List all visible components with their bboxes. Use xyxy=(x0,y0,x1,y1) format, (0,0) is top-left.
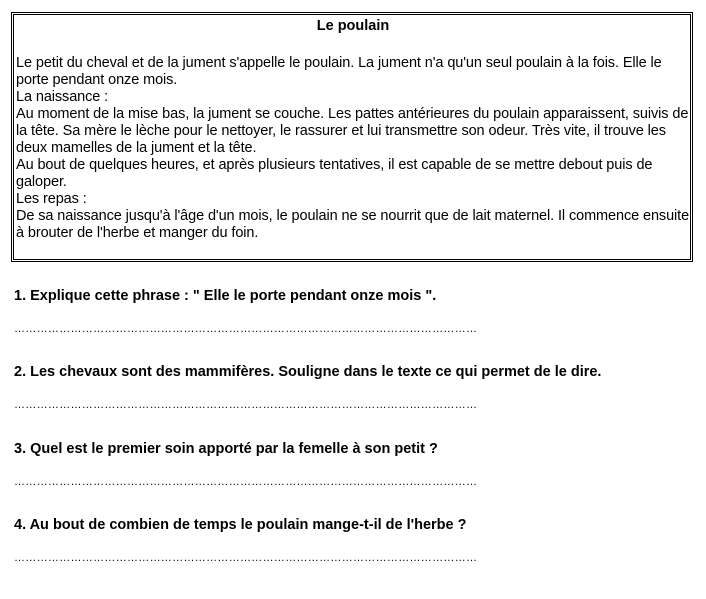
text-heading-repas: Les repas : xyxy=(16,191,87,207)
text-paragraph-debout: Au bout de quelques heures, et après plusieurs tentatives, il est capable de se mettre debout puis de galoper. xyxy=(16,157,653,190)
question-2: 2. Les chevaux sont des mammifères. Souligne dans le texte ce qui permet de le dire. xyxy=(14,364,602,380)
answer-line-4[interactable]: …………………………………………………………………………………………………………… xyxy=(14,552,478,564)
question-4: 4. Au bout de combien de temps le poulain mange-t-il de l'herbe ? xyxy=(14,517,467,533)
question-1-block xyxy=(14,287,694,335)
question-2-block xyxy=(14,363,694,411)
reading-text-box xyxy=(11,12,693,262)
answer-line-2[interactable]: …………………………………………………………………………………………………………… xyxy=(14,399,478,411)
question-1: 1. Explique cette phrase : " Elle le porte pendant onze mois ". xyxy=(14,288,437,304)
text-title: Le poulain xyxy=(316,18,390,34)
text-body xyxy=(16,55,690,242)
text-paragraph-intro: Le petit du cheval et de la jument s'appelle le poulain. La jument n'a qu'un seul poulain à la fois. Elle le porte pendant onze mois. xyxy=(16,55,662,88)
question-3: 3. Quel est le premier soin apporté par la femelle à son petit ? xyxy=(14,441,438,457)
text-heading-naissance: La naissance : xyxy=(16,89,109,105)
text-paragraph-repas: De sa naissance jusqu'à l'âge d'un mois, le poulain ne se nourrit que de lait maternel. Il commence ensuite à brouter de l'herbe et manger du foin. xyxy=(16,208,690,241)
answer-line-1[interactable]: …………………………………………………………………………………………………………… xyxy=(14,323,478,335)
question-3-block xyxy=(14,440,694,488)
question-4-block xyxy=(14,516,694,564)
text-paragraph-naissance: Au moment de la mise bas, la jument se couche. Les pattes antérieures du poulain apparaissent, suivis de la tête. Sa mère le lèche pour le nettoyer, le rassurer et lui transmettre son odeur. Très vite, il trouve les deux mamelles de la jument et la tête. xyxy=(16,106,689,156)
answer-line-3[interactable]: …………………………………………………………………………………………………………… xyxy=(14,476,478,488)
